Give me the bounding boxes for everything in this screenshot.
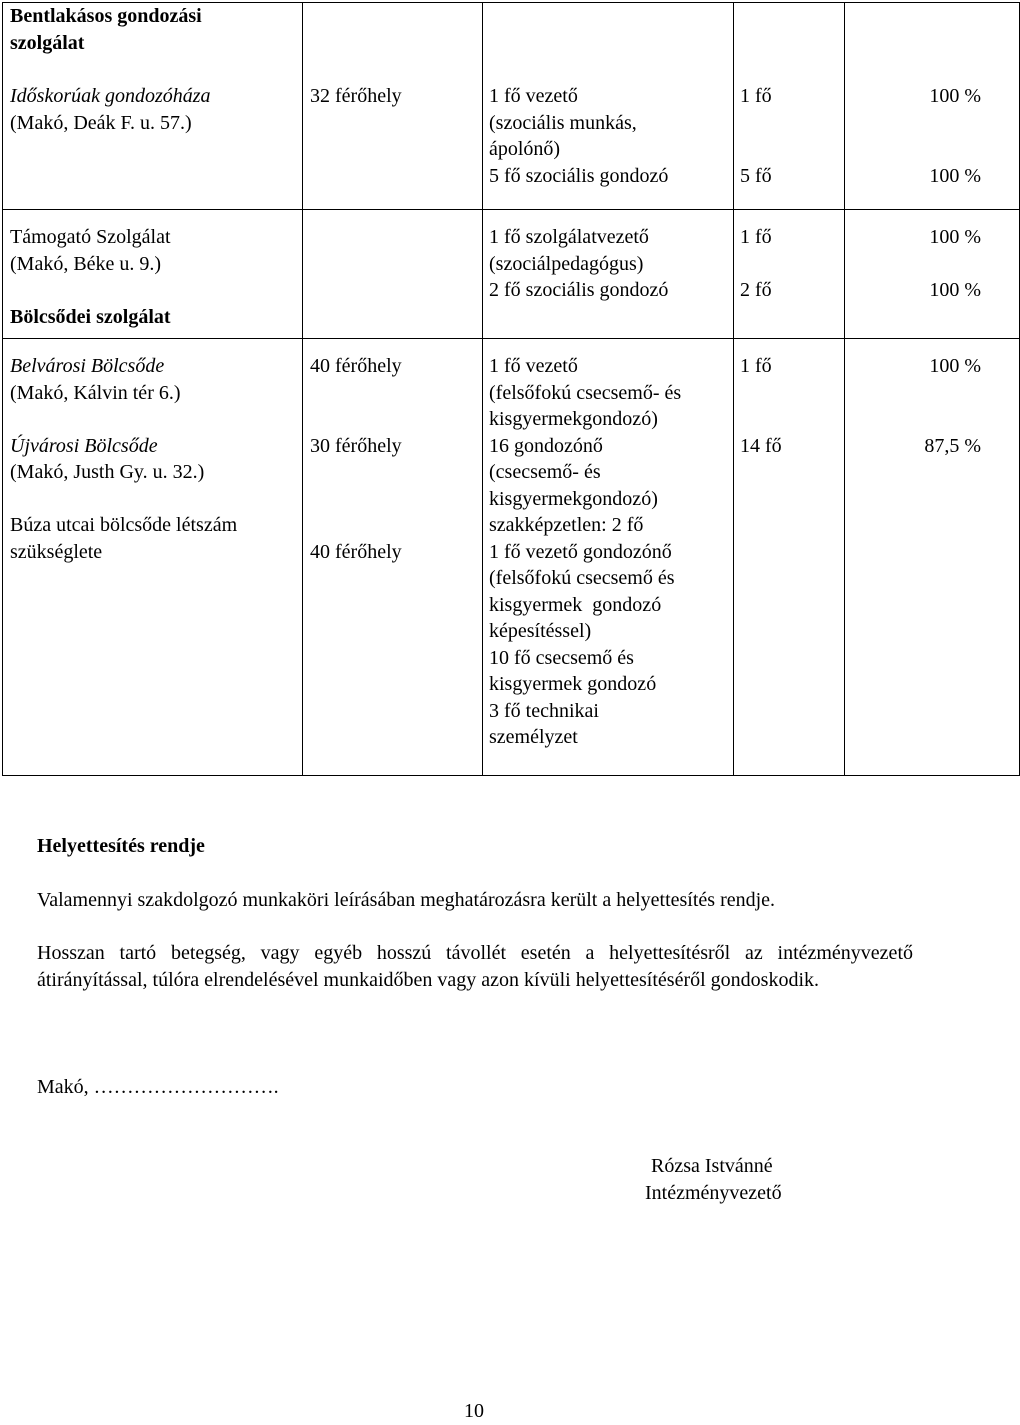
table-row xyxy=(3,339,1020,776)
staff-line: 5 fő szociális gondozó xyxy=(489,164,669,187)
nursery-need: szükséglete xyxy=(10,540,103,563)
capacity-cell xyxy=(303,339,483,776)
staff-line: 1 fő vezető xyxy=(489,355,578,377)
staff-line: 2 fő szociális gondozó xyxy=(489,279,669,301)
signatory-name: Rózsa Istvánné xyxy=(651,1155,773,1177)
service-cell xyxy=(3,339,303,776)
staff-line: szakképzetlen: 2 fő xyxy=(489,514,644,536)
staff-line: 3 fő technikai xyxy=(489,699,599,722)
percent-value: 87,5 % xyxy=(924,434,981,457)
service-address: (Makó, Béke u. 9.) xyxy=(10,252,162,275)
paragraph: Hosszan tartó betegség, vagy egyéb hosszú távollét esetén a helyettesítésről az intézményvezető átirányítással, túlóra elrendelésével munkaidőben vagy azon kívüli helyettesítéséről gondoskodik. xyxy=(37,942,913,991)
staff-line: (szociális munkás, xyxy=(489,111,637,134)
staff-cell xyxy=(483,210,734,339)
staff-line: 16 gondozónő xyxy=(489,434,603,457)
facility-address: (Makó, Deák F. u. 57.) xyxy=(10,111,192,134)
nursery-name: Belvárosi Bölcsőde xyxy=(10,355,165,377)
percent-value: 100 % xyxy=(929,85,981,107)
percent-value: 100 % xyxy=(929,355,981,377)
staffing-table xyxy=(2,2,1020,776)
staff-line: (felsőfokú csecsemő- és xyxy=(489,381,682,404)
headcount-value: 1 fő xyxy=(740,226,772,248)
staff-line: ápolónő) xyxy=(489,138,561,160)
nursery-address: (Makó, Kálvin tér 6.) xyxy=(10,381,181,404)
capacity-value: 40 férőhely xyxy=(310,355,402,377)
staff-cell xyxy=(483,339,734,776)
staff-line: 1 fő szolgálatvezető xyxy=(489,226,649,248)
place-date: Makó, ………………………. xyxy=(37,1076,279,1098)
staff-line: képesítéssel) xyxy=(489,620,592,642)
capacity-cell xyxy=(303,3,483,210)
percent-value: 100 % xyxy=(929,164,981,187)
table-row xyxy=(3,210,1020,339)
staff-line: kisgyermekgondozó) xyxy=(489,408,658,430)
headcount-cell xyxy=(734,339,845,776)
signatory-role: Intézményvezető xyxy=(645,1182,782,1204)
service-name: Támogató Szolgálat xyxy=(10,226,171,248)
service-heading: Bölcsődei szolgálat xyxy=(10,306,171,328)
paragraph: Valamennyi szakdolgozó munkaköri leírásában meghatározásra került a helyettesítés rendje. xyxy=(37,889,776,911)
staff-line: kisgyermek gondozó xyxy=(489,593,662,616)
capacity-cell xyxy=(303,210,483,339)
service-cell xyxy=(3,210,303,339)
section-title: Helyettesítés rendje xyxy=(37,835,205,857)
percent-cell xyxy=(845,210,1020,339)
headcount-cell xyxy=(734,3,845,210)
page-number: 10 xyxy=(464,1400,484,1422)
percent-cell xyxy=(845,3,1020,210)
percent-cell xyxy=(845,339,1020,776)
nursery-need: Búza utcai bölcsőde létszám xyxy=(10,514,238,536)
service-heading: Bentlakásos gondozási xyxy=(10,5,202,27)
staff-line: 1 fő vezető gondozónő xyxy=(489,540,672,563)
percent-value: 100 % xyxy=(929,226,981,248)
capacity-value: 32 férőhely xyxy=(310,85,402,107)
staff-line: (felsőfokú csecsemő és xyxy=(489,567,675,589)
nursery-name: Újvárosi Bölcsőde xyxy=(10,434,158,457)
capacity-value: 40 férőhely xyxy=(310,541,402,563)
headcount-value: 5 fő xyxy=(740,164,772,187)
table-row xyxy=(3,3,1020,210)
staff-line: (szociálpedagógus) xyxy=(489,252,644,275)
headcount-value: 1 fő xyxy=(740,355,772,377)
service-cell xyxy=(3,3,303,210)
capacity-value: 30 férőhely xyxy=(310,434,402,457)
staff-line: 10 fő csecsemő és xyxy=(489,646,634,669)
percent-value: 100 % xyxy=(929,279,981,301)
staff-line: személyzet xyxy=(489,726,578,748)
staff-line: kisgyermek gondozó xyxy=(489,673,657,695)
headcount-value: 1 fő xyxy=(740,85,772,107)
headcount-value: 2 fő xyxy=(740,279,772,301)
facility-name: Időskorúak gondozóháza xyxy=(10,85,211,107)
service-heading-cont: szolgálat xyxy=(10,31,85,54)
staff-line: (csecsemő- és xyxy=(489,461,601,483)
staff-cell xyxy=(483,3,734,210)
staff-line: 1 fő vezető xyxy=(489,85,578,107)
nursery-address: (Makó, Justh Gy. u. 32.) xyxy=(10,461,205,483)
staff-line: kisgyermekgondozó) xyxy=(489,487,658,510)
headcount-cell xyxy=(734,210,845,339)
headcount-value: 14 fő xyxy=(740,434,782,457)
